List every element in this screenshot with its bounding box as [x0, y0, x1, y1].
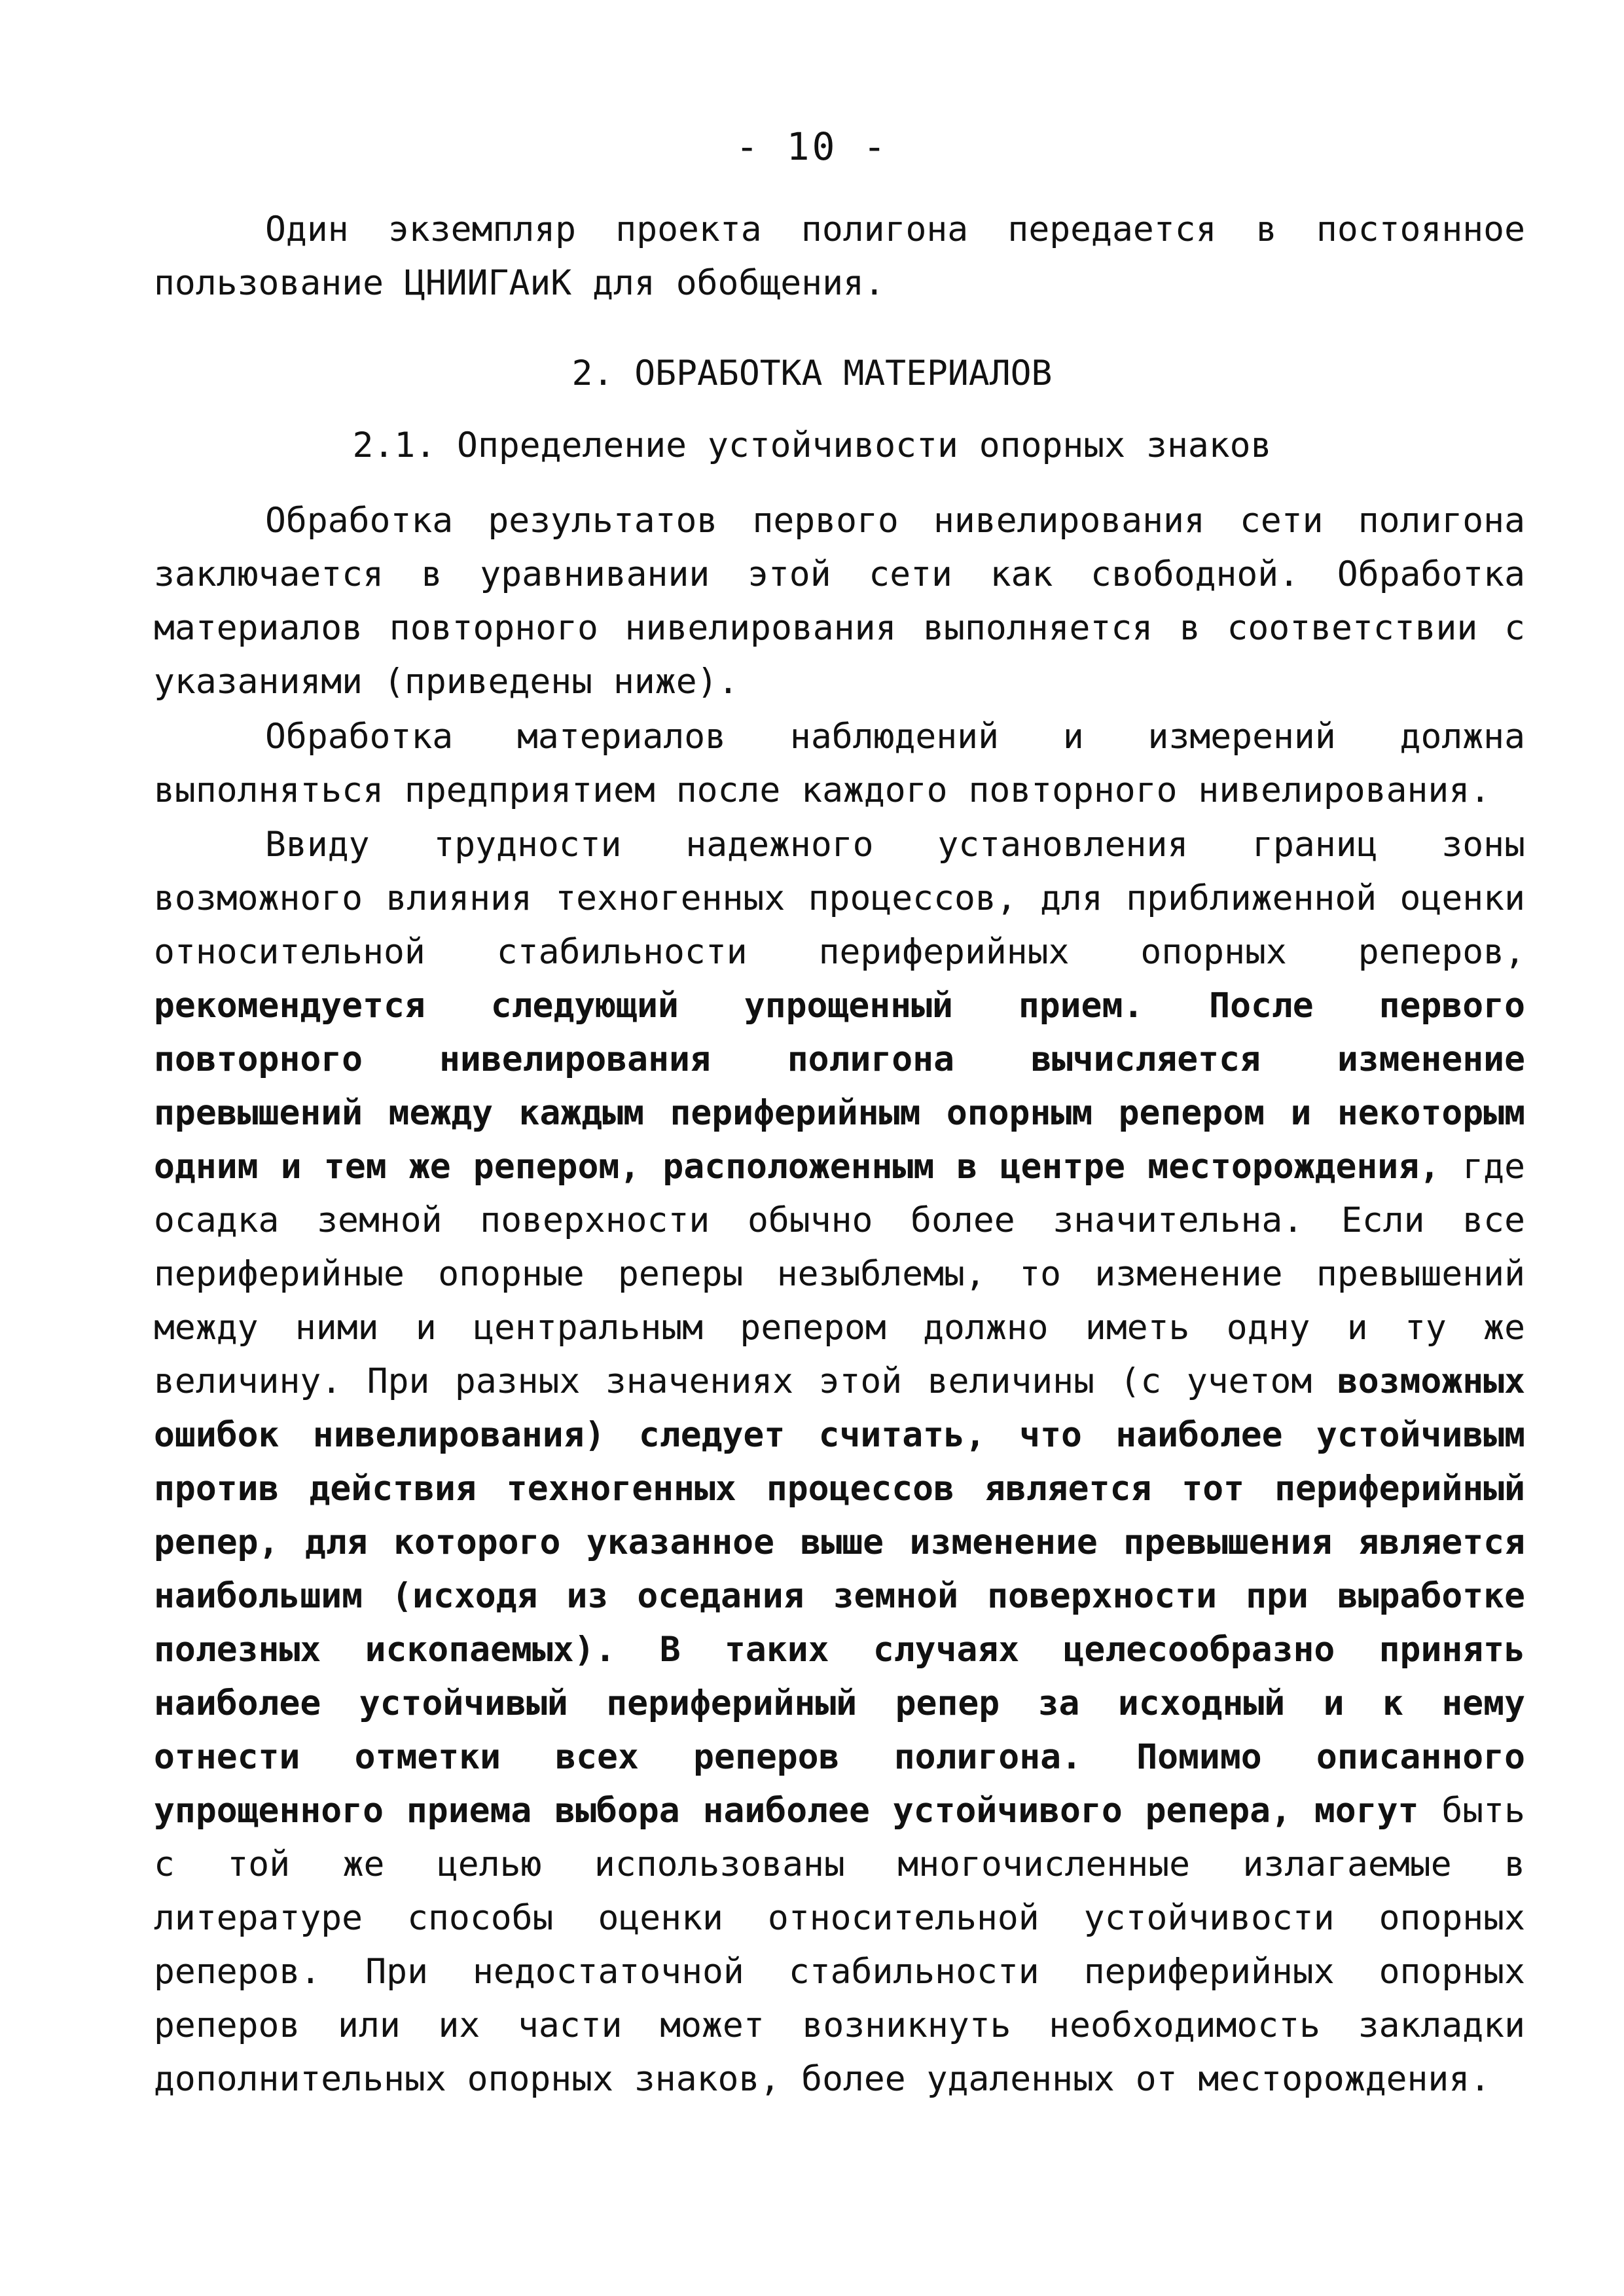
- paragraph-3-start: Ввиду трудности надежного установления границ зоны возможного влияния техногенных процессов, для приближенной оценки относительной стабильности периферийных опорных реперов,: [154, 825, 1525, 972]
- paragraph-1: Обработка результатов первого нивелирования сети полигона заключается в уравнивании этой сети как свободной. Обработка материалов повторного нивелирования выполняется в соответствии с указаниями (приведены ниже).: [154, 501, 1525, 702]
- paragraph-3-end: быть с той же целью использованы многочисленные излагаемые в литературе способы оценки относительной устойчивости опорных реперов. При недостаточной стабильности периферийных опорных реперов или их части может возникнуть необходимость закладки дополнительных опорных знаков, более удаленных от месторождения.: [154, 1791, 1525, 2099]
- paragraph-3-bold-1: рекомендуется следующий упрощенный прием. После первого повторного нивелирования полигона вычисляется изменение превышений между каждым периферийным опорным репером и некоторым одним и тем же репером, расположенным в центре месторождения,: [154, 986, 1525, 1187]
- intro-paragraph: Один экземпляр проекта полигона передается в постоянное пользование ЦНИИГАиК для обобщения.: [154, 209, 1525, 303]
- paragraph-2: Обработка материалов наблюдений и измерений должна выполняться предприятием после каждого повторного нивелирования.: [154, 717, 1525, 810]
- page-number: - 10 -: [735, 124, 889, 169]
- paragraph-3-bold-2: возможных ошибок нивелирования) следует считать, что наиболее устойчивым против действия техногенных процессов является тот периферийный репер, для которого указанное выше изменение превышения является наибольшим (исходя из оседания земной поверхности при выработке полезных ископаемых). В таких случаях целесообразно принять наиболее устойчивый периферийный репер за исходный и к нему отнести отметки всех реперов полигона. Помимо описанного упрощенного приема выбора наиболее устойчивого репера, могут: [154, 1361, 1525, 1831]
- subsection-title: 2.1. Определение устойчивости опорных знаков: [352, 425, 1272, 465]
- paragraph-3-middle: где осадка земной поверхности обычно более значительна. Если все периферийные опорные реперы незыблемы, то изменение превышений между ними и центральным репером должно иметь одну и ту же величину. При разных значениях этой величины (с учетом: [154, 1147, 1525, 1401]
- section-title: 2. ОБРАБОТКА МАТЕРИАЛОВ: [571, 353, 1053, 393]
- paragraph-3: [154, 818, 1525, 2106]
